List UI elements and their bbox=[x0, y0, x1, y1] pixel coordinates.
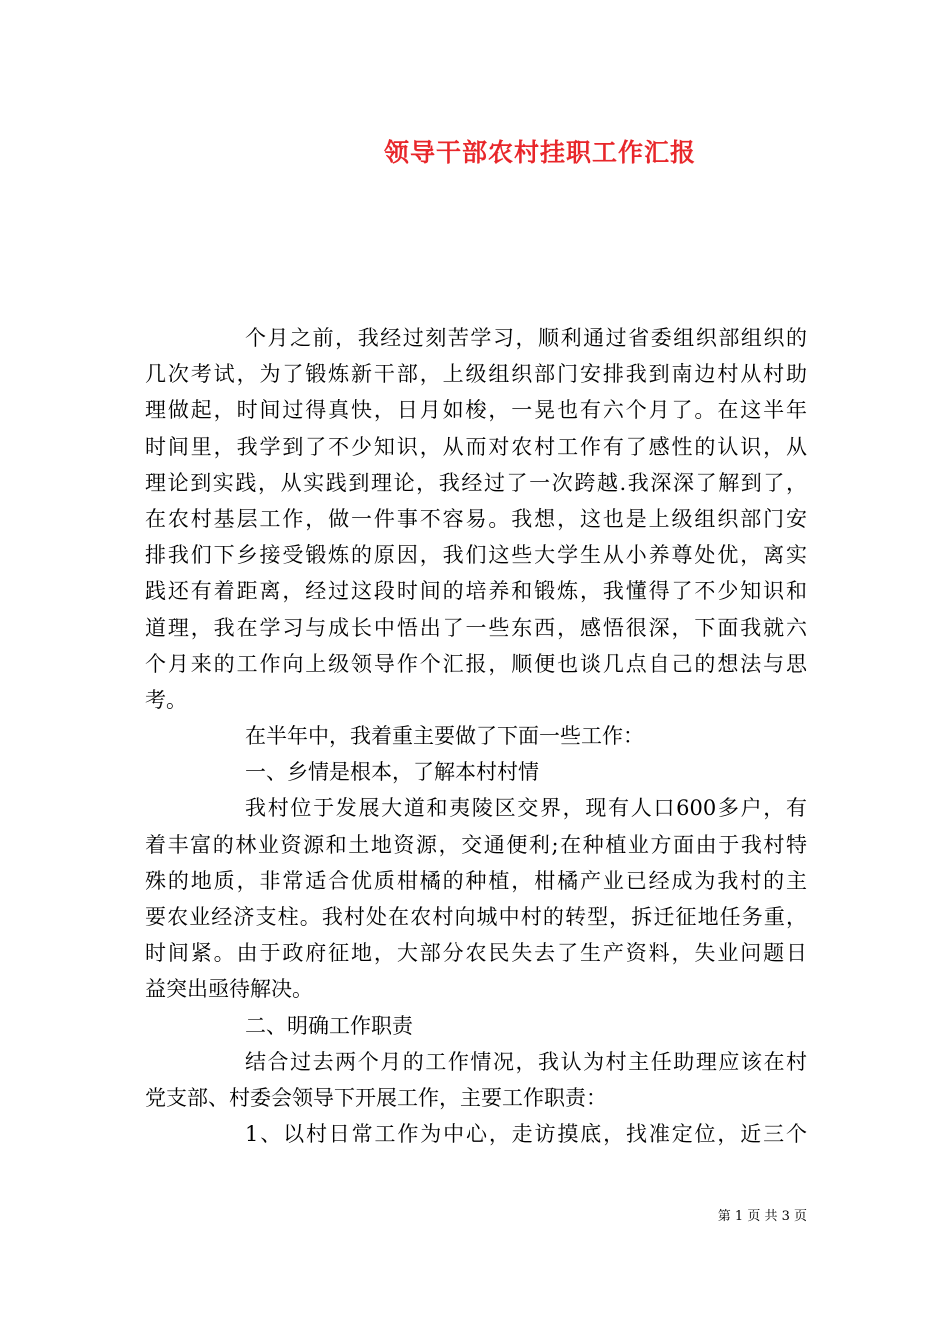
paragraph-line: 理做起，时间过得真快，日月如梭，一晃也有六个月了。在这半年 bbox=[145, 398, 807, 423]
paragraph-line: 理论到实践，从实践到理论，我经过了一次跨越.我深深了解到了， bbox=[145, 470, 807, 495]
paragraph-line: 几次考试，为了锻炼新干部，上级组织部门安排我到南边村从村助 bbox=[145, 362, 807, 387]
section-heading: 一、乡情是根本，了解本村村情 bbox=[245, 760, 539, 785]
document-body bbox=[145, 320, 807, 1152]
paragraph-line: 时间紧。由于政府征地，大部分农民失去了生产资料，失业问题日 bbox=[145, 941, 807, 966]
paragraph-line: 践还有着距离，经过这段时间的培养和锻炼，我懂得了不少知识和 bbox=[145, 579, 807, 604]
paragraph-line: 排我们下乡接受锻炼的原因，我们这些大学生从小养尊处优，离实 bbox=[145, 543, 807, 568]
paragraph-line: 殊的地质，非常适合优质柑橘的种植，柑橘产业已经成为我村的主 bbox=[145, 868, 807, 893]
paragraph-line: 个月之前，我经过刻苦学习，顺利通过省委组织部组织的 bbox=[245, 326, 807, 350]
section-heading: 二、明确工作职责 bbox=[245, 1013, 413, 1038]
paragraph-line: 益突出亟待解决。 bbox=[145, 977, 313, 1002]
paragraph-line: 我村位于发展大道和夷陵区交界，现有人口600多户，有 bbox=[245, 796, 807, 821]
paragraph-line: 考。 bbox=[145, 687, 187, 712]
document-title: 领导干部农村挂职工作汇报 bbox=[383, 138, 696, 167]
paragraph-line: 时间里，我学到了不少知识，从而对农村工作有了感性的认识，从 bbox=[145, 434, 807, 459]
paragraph-line: 个月来的工作向上级领导作个汇报，顺便也谈几点自己的想法与思 bbox=[145, 651, 807, 676]
paragraph-line: 结合过去两个月的工作情况，我认为村主任助理应该在村 bbox=[245, 1049, 807, 1074]
paragraph-line: 要农业经济支柱。我村处在农村向城中村的转型，拆迁征地任务重， bbox=[145, 905, 807, 929]
paragraph-line: 在半年中，我着重主要做了下面一些工作： bbox=[245, 724, 644, 749]
paragraph-line: 1、以村日常工作为中心，走访摸底，找准定位，近三个 bbox=[245, 1122, 807, 1147]
paragraph-line: 着丰富的林业资源和土地资源，交通便利;在种植业方面由于我村特 bbox=[145, 832, 807, 857]
paragraph-line: 党支部、村委会领导下开展工作，主要工作职责： bbox=[145, 1085, 607, 1110]
paragraph-line: 在农村基层工作，做一件事不容易。我想，这也是上级组织部门安 bbox=[145, 506, 807, 531]
page-number: 第 1 页 共 3 页 bbox=[717, 1209, 807, 1224]
paragraph-line: 道理，我在学习与成长中悟出了一些东西，感悟很深，下面我就六 bbox=[145, 615, 807, 640]
